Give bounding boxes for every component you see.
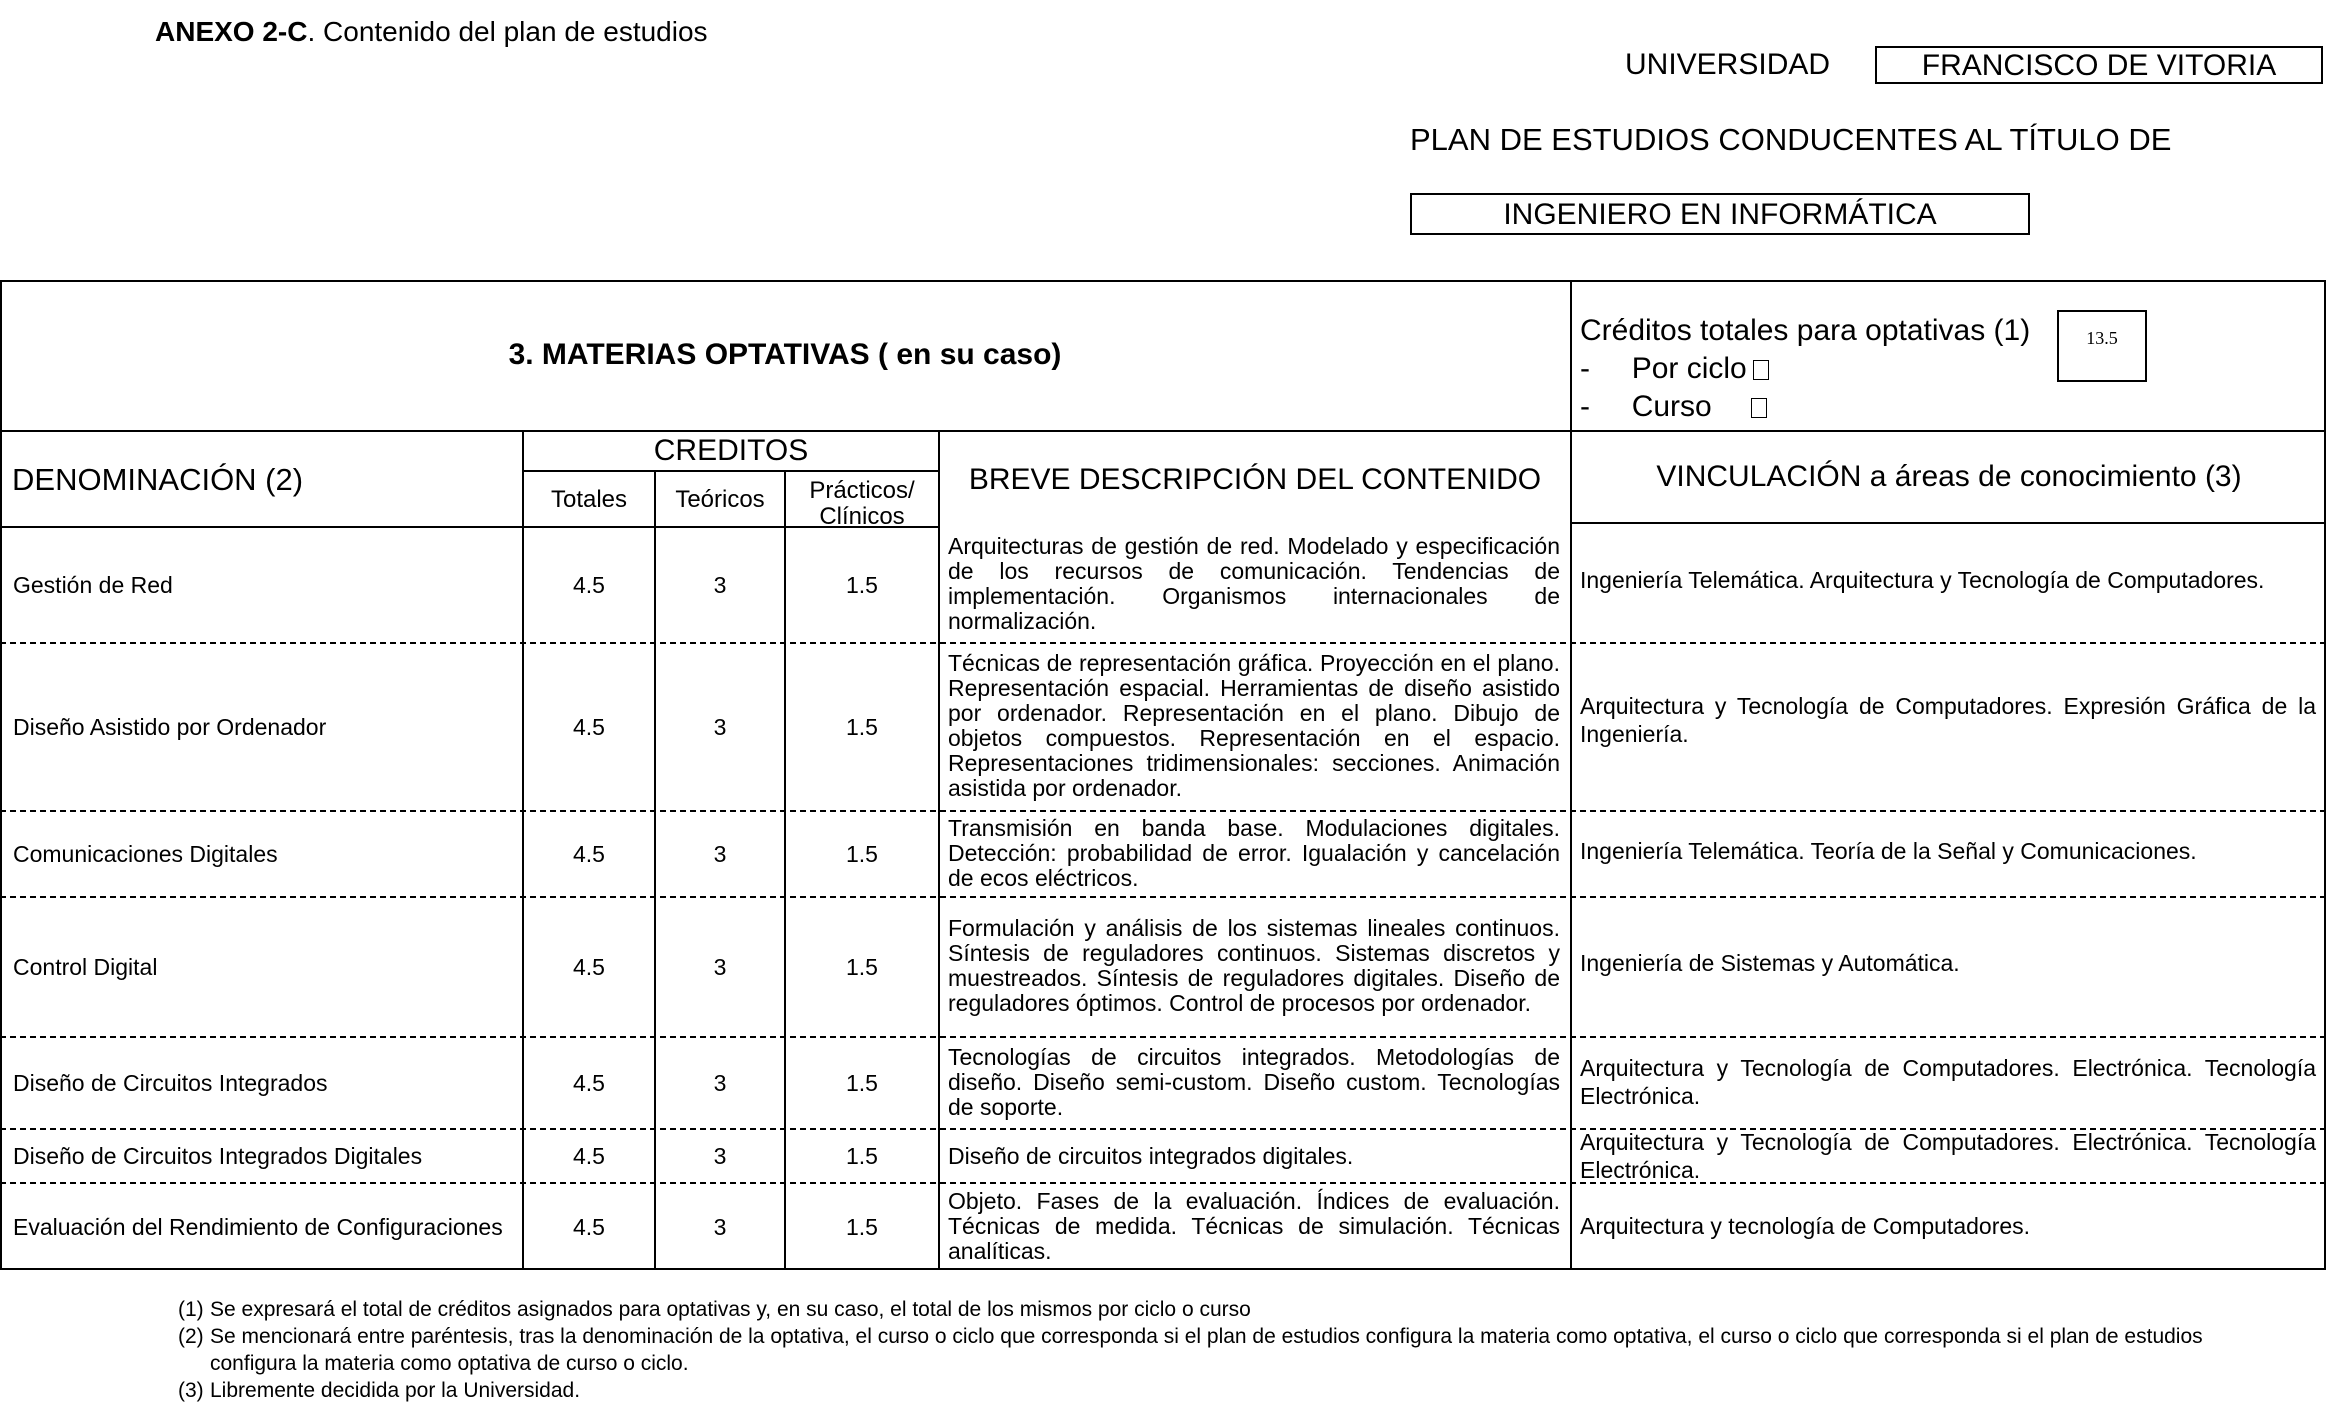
degree-box: INGENIERO EN INFORMÁTICA [1410,193,2030,235]
checkbox-icon[interactable] [1753,360,1769,380]
university-label: UNIVERSIDAD [1625,48,1831,81]
row-areas-text: Ingeniería Telemática. Teoría de la Señal y Comunicaciones. [1580,838,2197,864]
footnote-number: (2) [178,1325,204,1348]
section-title: 3. MATERIAS OPTATIVAS ( en su caso) [508,338,1062,371]
row-description [948,526,1560,642]
row-areas-text: Arquitectura y Tecnología de Computadores. Electrónica. Tecnología Electrónica. [1580,1129,2316,1183]
row-teoricos: 3 [713,840,727,867]
row-description [948,1130,1560,1182]
row-teoricos: 3 [713,1213,727,1240]
row-name: Diseño Asistido por Ordenador [13,714,327,740]
row-areas [1580,812,2316,890]
row-totales: 4.5 [573,571,605,598]
row-description-text: Técnicas de representación gráfica. Proyección en el plano. Representación espacial. Herramientas de diseño asistido por ordenador. Representación en el plano. Dibujo de objetos compuestos. Representación en el espacio. Representaciones tridimensionales: secciones. Animación asistida por ordenador. [948,650,1560,801]
row-areas-text: Arquitectura y tecnología de Computadores. [1580,1213,2031,1239]
row-description [948,1182,1560,1270]
credits-info [1580,312,2030,426]
curso-label: Curso [1631,390,1712,423]
dash: - [1580,352,1590,385]
row-name: Control Digital [13,954,158,980]
annex-subtitle: . Contenido del plan de estudios [307,16,708,47]
column-totales: Totales [550,486,628,513]
row-areas-text: Ingeniería de Sistemas y Automática. [1580,950,1960,976]
row-practicos: 1.5 [846,571,878,598]
row-areas-text: Arquitectura y Tecnología de Computadores. Electrónica. Tecnología Electrónica. [1580,1055,2316,1109]
row-name: Evaluación del Rendimiento de Configuraciones [13,1214,503,1240]
row-totales: 4.5 [573,713,605,740]
por-ciclo-label: Por ciclo [1631,352,1747,385]
por-ciclo-line [1580,350,2030,388]
dash: - [1580,390,1590,423]
footnote-number: (1) [178,1298,204,1321]
divider-vinculacion [1570,280,1572,1270]
footnote-text: Se mencionará entre paréntesis, tras la denominación de la optativa, el curso o ciclo que corresponda si el plan de estudios configura la materia como optativa, el curso o ciclo que corresponda si el plan de estudios configura la materia como optativa de curso o ciclo. [210,1325,2203,1375]
row-description [948,1036,1560,1128]
annex-title [155,16,708,48]
row-totales: 4.5 [573,840,605,867]
column-teoricos: Teóricos [675,486,765,513]
row-practicos: 1.5 [846,1213,878,1240]
checkbox-icon[interactable] [1751,398,1767,418]
row-areas [1580,1184,2316,1268]
footnote-number: (3) [178,1379,204,1402]
row-totales: 4.5 [573,953,605,980]
footnote [178,1377,2210,1404]
row-description-text: Diseño de circuitos integrados digitales. [948,1142,1354,1169]
row-description [948,810,1560,896]
column-creditos: CREDITOS [653,434,809,467]
column-vinculacion: VINCULACIÓN a áreas de conocimiento (3) [1656,460,2242,493]
column-denominacion: DENOMINACIÓN (2) [12,462,304,497]
curso-line [1580,388,2030,426]
row-practicos: 1.5 [846,1142,878,1169]
row-practicos: 1.5 [846,840,878,867]
credits-total-box: 13.5 [2057,310,2147,382]
row-areas [1580,528,2316,632]
row-teoricos: 3 [713,1069,727,1096]
row-description [948,642,1560,810]
row-practicos: 1.5 [846,713,878,740]
row-totales: 4.5 [573,1142,605,1169]
row-description-text: Tecnologías de circuitos integrados. Metodologías de diseño. Diseño semi-custom. Diseño custom. Tecnologías de soporte. [948,1043,1560,1120]
row-description [948,896,1560,1036]
row-teoricos: 3 [713,953,727,980]
footnote [178,1296,2210,1323]
row-description-text: Formulación y análisis de los sistemas lineales continuos. Síntesis de reguladores continuos. Sistemas discretos y muestreados. Síntesis de reguladores digitales. Diseño de reguladores óptimos. Control de procesos por ordenador. [948,915,1560,1016]
row-teoricos: 3 [713,713,727,740]
footnote-text: Libremente decidida por la Universidad. [210,1379,581,1402]
row-areas [1580,1128,2316,1184]
row-areas [1580,1040,2316,1124]
row-name: Gestión de Red [13,572,173,598]
row-totales: 4.5 [573,1213,605,1240]
row-teoricos: 3 [713,1142,727,1169]
footnotes [178,1296,2210,1404]
row-teoricos: 3 [713,571,727,598]
column-descripcion: BREVE DESCRIPCIÓN DEL CONTENIDO [968,463,1542,496]
row-description-text: Objeto. Fases de la evaluación. Índices de evaluación. Técnicas de medida. Técnicas de simulación. Técnicas analíticas. [948,1187,1560,1264]
credits-label: Créditos totales para optativas (1) [1580,314,2031,347]
plan-title: PLAN DE ESTUDIOS CONDUCENTES AL TÍTULO DE [1410,122,2172,157]
row-name: Diseño de Circuitos Integrados [13,1070,328,1096]
footnote-text: Se expresará el total de créditos asignados para optativas y, en su caso, el total de los mismos por ciclo o curso [210,1298,1251,1321]
university-name-box: FRANCISCO DE VITORIA [1875,46,2323,84]
row-areas-text: Ingeniería Telemática. Arquitectura y Tecnología de Computadores. [1580,567,2265,593]
row-totales: 4.5 [573,1069,605,1096]
row-description-text: Transmisión en banda base. Modulaciones digitales. Detección: probabilidad de error. Igualación y cancelación de ecos eléctricos. [948,814,1560,891]
row-description-text: Arquitecturas de gestión de red. Modelado y especificación de los recursos de comunicación. Tendencias de implementación. Organismos internacionales de normalización. [948,533,1560,634]
row-areas [1580,644,2316,796]
row-practicos: 1.5 [846,953,878,980]
row-name: Comunicaciones Digitales [13,841,278,867]
row-areas-text: Arquitectura y Tecnología de Computadores. Expresión Gráfica de la Ingeniería. [1580,693,2316,747]
footnote [178,1323,2210,1377]
annex-label: ANEXO 2-C [155,16,308,47]
row-practicos: 1.5 [846,1069,878,1096]
divider-descripcion [938,430,940,1270]
row-areas [1580,898,2316,1028]
column-practicos: Prácticos/ Clínicos [809,477,915,530]
row-name: Diseño de Circuitos Integrados Digitales [13,1143,423,1169]
